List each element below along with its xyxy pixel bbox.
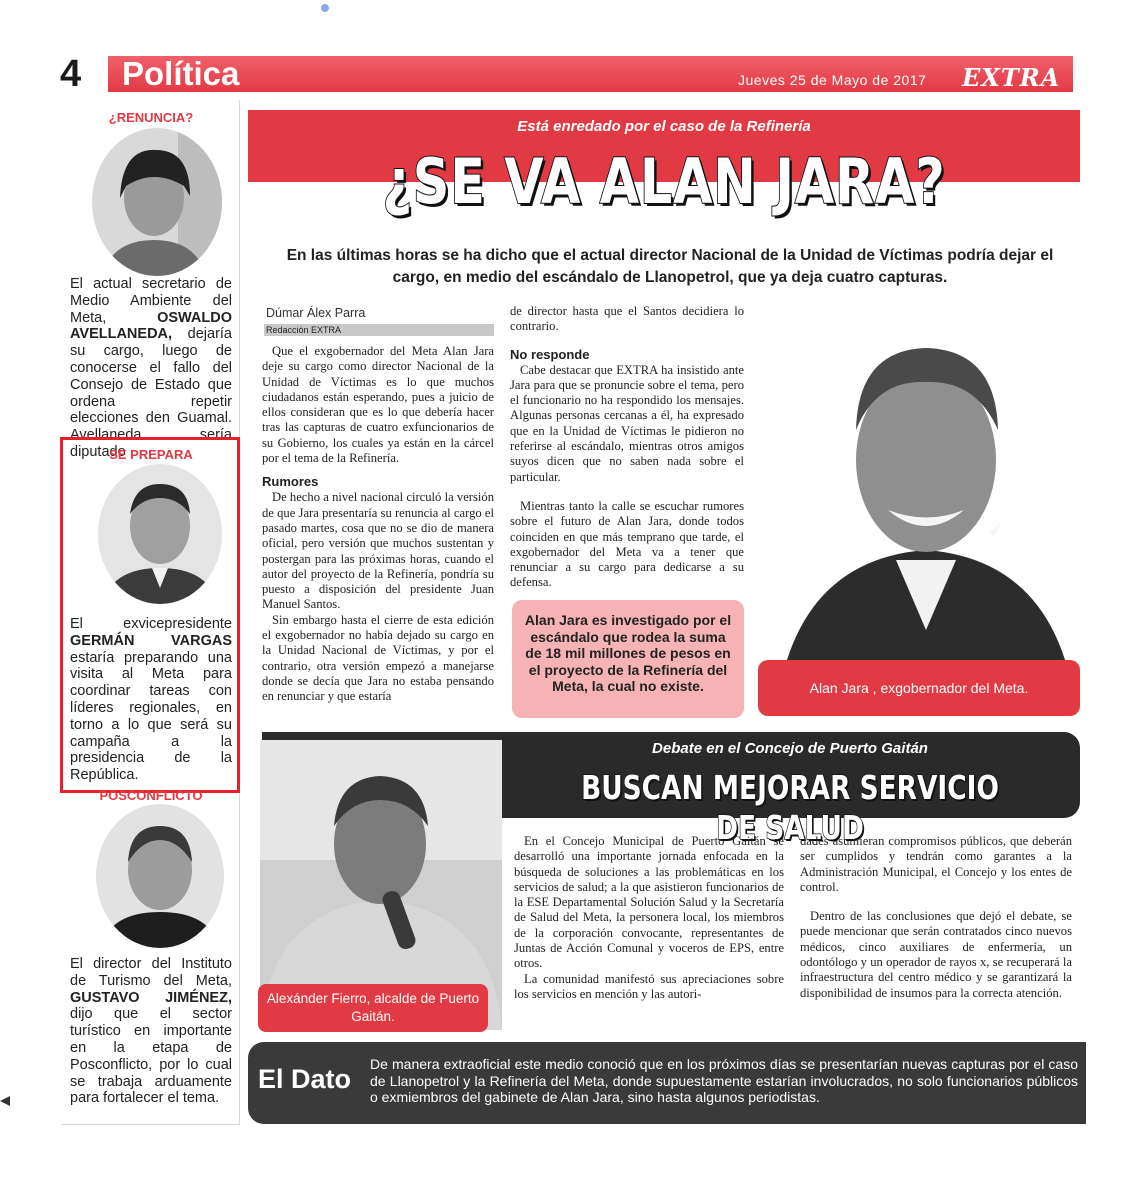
main-col1-paragraph-1: Que el exgobernador del Meta Alan Jara deje su cargo como director Nacional de la Unidad de Víctimas es lo que muchos ciudadanos están esperando, pues a juicio de ellos consideran que es lo que debería hacer tras las capturas de cuatro exfuncionarios de su Gobierno, los cuales ya están en la cárcel por el tema de la Refinería. bbox=[262, 344, 494, 466]
issue-date: Jueves 25 de Mayo de 2017 bbox=[738, 72, 927, 88]
sidebar-text-vargas-body: estaría preparando una visita al Meta para coordinar tareas con líderes regionales, en torno a lo que será su campaña a la presidencia de la República. bbox=[70, 649, 232, 784]
el-dato-label: El Dato bbox=[258, 1064, 352, 1094]
sidebar-kicker-se-prepara: SE PREPARA bbox=[109, 447, 193, 462]
sidebar-name-avellaneda: OSWALDO AVELLANEDA, bbox=[70, 309, 232, 343]
main-column-2 bbox=[510, 304, 744, 591]
main-headline: ¿SE VA ALAN JARA? bbox=[382, 145, 946, 218]
main-deck: En las últimas horas se ha dicho que el actual director Nacional de la Unidad de Víctimas podría dejar el cargo, en medio del escándalo de Llanopetrol, que ya deja cuatro capturas. bbox=[286, 247, 1054, 286]
sidebar-text-vargas bbox=[70, 616, 232, 784]
sidebar-text-jimenez-intro: El director del Instituto de Turismo del Meta, bbox=[70, 956, 232, 989]
byline: Dúmar Álex Parra bbox=[266, 306, 366, 320]
second-story-kicker: Debate en el Concejo de Puerto Gaitán bbox=[652, 740, 928, 757]
main-kicker: Está enredado por el caso de la Refinería bbox=[517, 118, 811, 135]
avellaneda-portrait bbox=[92, 128, 222, 276]
second-story-column-1 bbox=[514, 834, 784, 1002]
alan-jara-caption: Alan Jara , exgobernador del Meta. bbox=[758, 660, 1080, 716]
sidebar-text-avellaneda-body: dejaría su cargo, luego de conocerse el fallo del Consejo de Estado que ordena repetir elecciones den Guamal. Avellaneda sería diputado bbox=[70, 326, 232, 460]
second-story-headline: BUSCAN MEJORAR SERVICIO DE SALUD bbox=[581, 768, 999, 847]
sidebar-name-vargas: GERMÁN VARGAS bbox=[70, 632, 232, 649]
alan-jara-photo bbox=[766, 310, 1080, 710]
subhead-no-responde: No responde bbox=[510, 346, 590, 362]
section-header-band bbox=[108, 56, 1073, 92]
main-col1-paragraph-2: De hecho a nivel nacional circuló la versión de que Jara presentaría su renuncia al cargo el pasado martes, cosa que no se dio de manera oficial, pero versión que muchos sustentan y postergan para las próximas horas, cuando el autor del proyecto de la Refinería, pondría su puesto a disposición del presidente Juan Manuel Santos. bbox=[262, 490, 494, 612]
page-number: 4 bbox=[60, 53, 82, 95]
subhead-rumores: Rumores bbox=[262, 474, 319, 490]
sidebar-text-avellaneda bbox=[70, 276, 232, 461]
el-dato-text: De manera extraoficial este medio conoció que en los próximos días se presentarían nuevas capturas por el caso de Llanopetrol y la Refinería del Meta, donde supuestamente estarían involucrados, no solo funcionarios públicos o exmiembros del gabinete de Alan Jara, sino hasta algunos periodistas. bbox=[370, 1056, 1078, 1105]
sidebar-name-jimenez: GUSTAVO JIMÉNEZ, bbox=[70, 989, 232, 1006]
main-col2-paragraph-1: Cabe destacar que EXTRA ha insistido ante Jara para que se pronuncie sobre el tema, pero el funcionario no ha respondido los mensajes. Algunas personas cercanas a él, ha expresado que en la Unidad de Víctimas le pidieron no referirse al escándalo, mientras otros amigos suyos dicen que no saben nada sobre el particular. bbox=[510, 362, 744, 484]
second-col1-paragraph-2: La comunidad manifestó sus apreciaciones sobre los servicios en mención y las autori- bbox=[514, 971, 784, 1001]
main-col1-paragraph-3: Sin embargo hasta el cierre de esta edición el exgobernador no había dejado su cargo en la Unidad Nacional de Víctimas, y por el contrario, otra versión empezó a manejarse donde se decía que Jara no estaba pensando en renunciar y que estaría bbox=[262, 612, 494, 704]
main-col2-paragraph-2: Mientras tanto la calle se escuchar rumores sobre el futuro de Alan Jara, donde todos coinciden en que más temprano que tarde, el exgobernador del Meta va a tener que renunciar a su cargo para dedicarse a su defensa. bbox=[510, 498, 744, 590]
sidebar-kicker-posconflicto: POSCONFLICTO bbox=[99, 788, 203, 803]
sidebar-text-jimenez-body: dijo que el sector turístico en importante en la etapa de Posconflicto, por lo cual se trabaja arduamente para fortalecer el tema. bbox=[70, 1006, 232, 1107]
second-col2-paragraph-1: dades asumieran compromisos públicos, que deberán ser cumplidos y tendrán como garantes a la Administración Municipal, el Concejo y los entes de control. bbox=[800, 834, 1072, 894]
newspaper-logo: EXTRA bbox=[962, 63, 1061, 92]
sidebar-kicker-renuncia: ¿RENUNCIA? bbox=[108, 110, 194, 125]
pull-quote: Alan Jara es investigado por el escándalo que rodea la suma de 18 mil millones de pesos en el proyecto de la Refinería del Meta, la cual no existe. bbox=[512, 600, 744, 718]
second-story-column-2 bbox=[800, 834, 1072, 1001]
second-col2-paragraph-2: Dentro de las conclusiones que dejó el debate, se puede mencionar que serán contratados cinco nuevos médicos, cinco auxiliares de enfermería, un odontólogo y un operador de rayos x, se recuperará la infraestructura del centro médico y se garantizará la disponibilidad de insumos para la correcta atención. bbox=[800, 909, 1072, 1000]
sidebar-text-jimenez bbox=[70, 956, 232, 1107]
alexander-fierro-caption: Alexánder Fierro, alcalde de Puerto Gaitán. bbox=[258, 984, 488, 1032]
scan-margin-mark-icon bbox=[0, 1094, 12, 1108]
byline-desk: Redacción EXTRA bbox=[264, 324, 494, 336]
section-title: Política bbox=[122, 55, 240, 92]
second-col1-paragraph-1: En el Concejo Municipal de Puerto Gaitán se desarrolló una importante jornada enfocada en la búsqueda de soluciones a las problemáticas en los servicios de salud; a la que asistieron funcionarios de la ESE Departamental Solución Salud y la Secretaría de Salud del Meta, la personera local, los miembros de la corporación convocante, representantes de Juntas de Acción Comunal y voceros de EPS, entre otros. bbox=[514, 834, 784, 971]
sidebar-text-vargas-intro: El exvicepresidente bbox=[70, 616, 232, 632]
main-col2-paragraph-0: de director hasta que el Santos decidiera lo contrario. bbox=[510, 304, 744, 334]
scan-speck-icon bbox=[318, 2, 332, 14]
jimenez-portrait bbox=[96, 804, 224, 948]
vargas-portrait bbox=[98, 464, 222, 604]
sidebar-text-avellaneda-intro: El actual secretario de Medio Ambiente del Meta, bbox=[70, 276, 232, 326]
main-column-1 bbox=[262, 344, 494, 705]
